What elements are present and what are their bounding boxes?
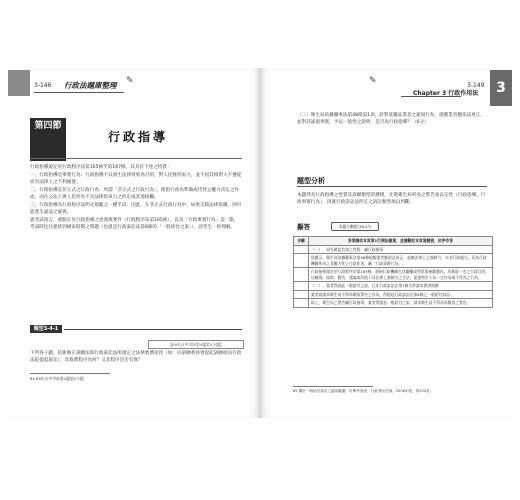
left-footnote: 84 89年台中市府第4題第2小題	[30, 376, 84, 381]
pin-icon: ✎	[126, 76, 134, 86]
table-row	[294, 290, 493, 299]
table-header-row	[294, 237, 493, 246]
table-row	[294, 268, 493, 282]
right-page	[261, 68, 512, 418]
table-row	[294, 282, 493, 291]
body-text	[30, 164, 242, 232]
table-cell	[294, 268, 309, 282]
table-cell: 行政指導規定於行政程序法第165條，係指行政機關在其職權或所掌事務範圍內，為實現一定之行政目的，以輔導、協助、勸告、建議或其他不具法律上強制力之方法，促請特定人為一定作為或不作為之行為。	[309, 268, 493, 282]
table-cell: 綜上，衛生局之警告屬行政指導，業者得提起一般給付之訴，請求衛生局不得再為類似之警告。	[309, 299, 493, 308]
table-row	[294, 254, 493, 268]
table-cell: 依題示，衛生局依據藥事法第48條提醒業者應依法改正，並無法律上之強制力，亦非行政處分，而為行政機關所為之非權力性之行政作用，屬「行政事實行為」。	[309, 254, 493, 268]
table-cell	[294, 282, 309, 291]
left-page-number: 3-146	[34, 82, 52, 89]
answer-label: 擬答	[297, 223, 310, 231]
table-header: 答案請依本頁第1行開始書寫，並請劃記本頁寫題號，依序作答	[309, 237, 493, 246]
intro-text: （三）衛生局依據藥事法第48條第1項，針對某藥品業者之違規行為，提醒業者應依法更正，並對其違規事實，予以一般性之說明，是否為行政指導？（6分）	[297, 113, 485, 125]
left-page-tab	[8, 70, 30, 96]
paragraph: 行政指導規定於行政程序法第165條至第167條，其具有下述之特質：	[30, 165, 172, 170]
pin-icon: ✎	[369, 76, 377, 86]
question-text: 下列各子題，依新修正訴願法與行政訴訟法所規定之法律救濟途徑（如：向訴願委員會提起訴願或向行政法院提起訴訟），其救濟程序為何？又其程序是否有異？	[30, 351, 242, 363]
footnote-rule	[293, 386, 373, 387]
footnote-rule	[30, 373, 110, 374]
table-cell: 業者就請求衛生局不得為類似警告之作為，得提起行政訴訟法第8條之一般給付訴訟。	[309, 290, 493, 299]
table-cell: （一）、須先確認告知之性質：屬行政指導	[309, 245, 493, 254]
table-cell: （二）、業者得就此一般給付之訴，且非行政訴訟法第7條合併請求損害賠償	[309, 282, 493, 291]
answer-score-box: 本題分數配分6.0分	[331, 222, 379, 231]
question-source: 【89年台中市府第4題第2小題】	[148, 340, 244, 349]
section-label: 第四節	[34, 121, 62, 131]
analysis-text: 本題涉及行政指導之性質及訴願類型的選擇，先將衛生局所為之警告加以定性（行政指導、行政事實行為），再就行政訴訟法所定之訴訟類型加以判斷。	[297, 193, 486, 205]
paragraph: 三、行政指導為行政程序法明文規範之一種手段：因此，在非正式行政行為中，如果欠缺法律依據，則可能產生違法之疑義。	[30, 203, 242, 215]
left-header-rule	[34, 92, 124, 93]
table-header: 步驟	[294, 237, 309, 246]
chapter-tab: 3	[490, 70, 512, 106]
chapter-label: Chapter 3 行政作用法	[413, 90, 479, 97]
table-row	[294, 299, 493, 308]
right-footnote: 85 關於一般給付訴訟之適用範圍，可參考吳庚，行政爭訟法論，2006年版，第254頁。	[293, 389, 434, 393]
table-cell	[294, 290, 309, 299]
analysis-rule	[297, 186, 487, 187]
right-page-number: 3-149	[467, 82, 485, 89]
book-spread	[8, 68, 512, 418]
answer-table	[293, 236, 493, 308]
table-cell	[294, 299, 309, 308]
left-page	[8, 68, 259, 418]
section-label-block	[30, 118, 66, 161]
paragraph: 就考試而言，重點在於行政指導之意義與要件（行政程序法第165條），以及「行政事實行為」這一點，考試時往往連結到國家賠償之問題（也就是行政訴訟法第8條的「一般給付之訴」），請考生一併理解。	[30, 218, 239, 230]
table-cell	[294, 245, 309, 254]
section-rule	[30, 158, 242, 159]
question-label: 題型3-4-1	[30, 325, 62, 333]
section-title: 行政指導	[108, 130, 169, 144]
left-header-title: 行政法題庫整理	[64, 81, 117, 90]
table-cell	[294, 254, 309, 268]
table-row	[294, 245, 493, 254]
analysis-heading: 題型分析	[297, 177, 325, 185]
paragraph: 一、行政指導是事實行為：行政指導不以發生法律效果為目的，對人民無拘束力，並不因其相對人不遵從而有法律上之不利處置。	[30, 173, 242, 185]
question-rule	[64, 329, 242, 330]
paragraph: 二、行政指導是非正式之行政行為：所謂「非正式之行政行為」，係指行政為準備或代替公權力決定之作成，而在公法上與人民所為不具法律拘束力之約定或其他接觸。	[30, 188, 240, 200]
